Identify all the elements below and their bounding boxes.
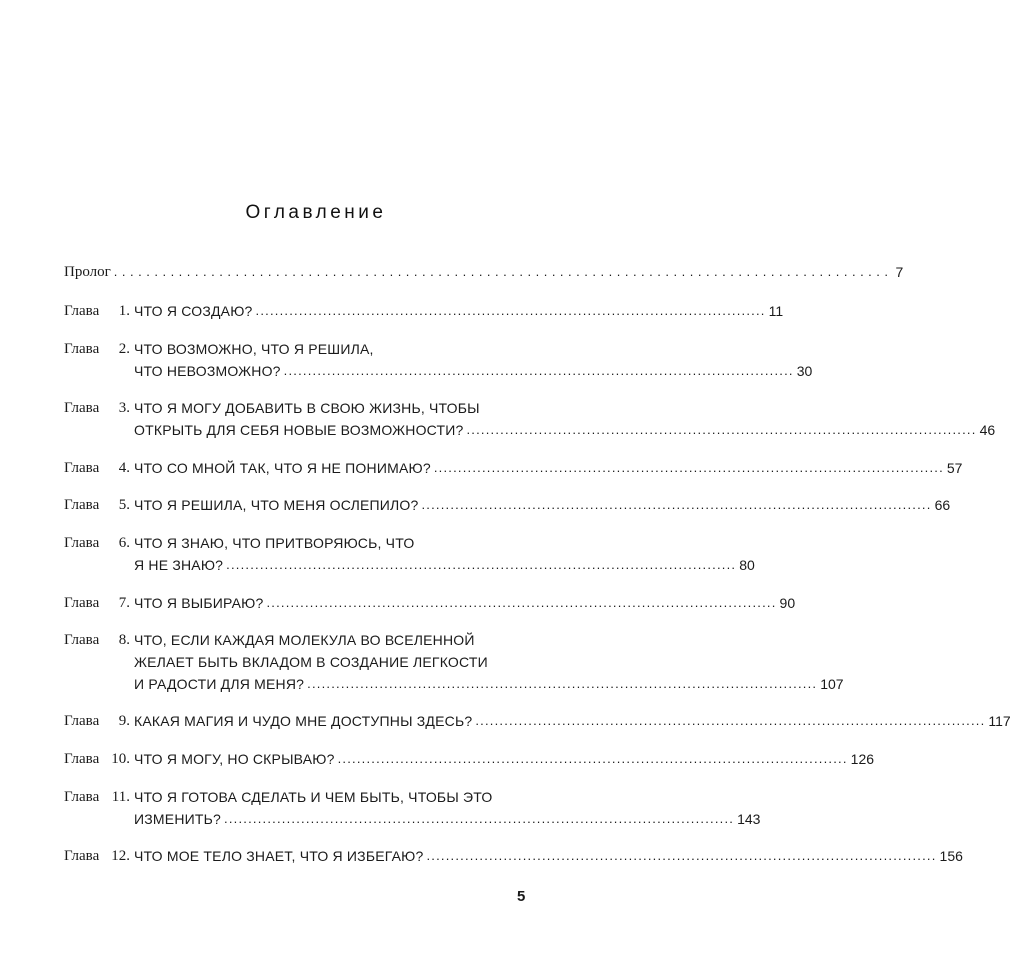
page-ref: 46 [979, 422, 996, 438]
chapter-number: 7. [118, 595, 130, 611]
page-ref: 143 [737, 811, 761, 827]
chapter-word: Глава [64, 535, 100, 551]
chapter-word: Глава [64, 595, 100, 611]
page-ref: 107 [820, 676, 844, 692]
chapter-word: Глава [64, 848, 100, 864]
dot-leader: .......................................................................................................... [255, 303, 766, 318]
chapter-title-cont: Я НЕ ЗНАЮ? [134, 557, 224, 573]
chapter-word: Глава [64, 751, 100, 767]
chapter-word: Глава [64, 789, 100, 805]
chapter-title: ЧТО Я МОГУ ДОБАВИТЬ В СВОЮ ЖИЗНЬ, ЧТОБЫ [134, 400, 480, 416]
chapter-title-cont: ОТКРЫТЬ ДЛЯ СЕБЯ НОВЫЕ ВОЗМОЖНОСТИ? [134, 422, 464, 438]
chapter-title: ЧТО, ЕСЛИ КАЖДАЯ МОЛЕКУЛА ВО ВСЕЛЕННОЙ [134, 632, 475, 648]
dot-leader: .......................................................................................................... [475, 713, 986, 728]
page-ref: 30 [796, 363, 813, 379]
chapter-word: Глава [64, 400, 100, 416]
page-ref: 90 [779, 595, 796, 611]
chapter-number: 12. [111, 848, 130, 864]
chapter-title: ЧТО Я РЕШИЛА, ЧТО МЕНЯ ОСЛЕПИЛО? [134, 497, 419, 513]
chapter-number: 3. [118, 400, 130, 416]
page-number: 5 [517, 888, 526, 905]
dot-leader: .......................................................................................................... [266, 595, 777, 610]
dot-leader: .......................................................................................................... [466, 422, 977, 437]
page-ref: 80 [739, 557, 755, 573]
chapter-title-cont: ИЗМЕНИТЬ? [134, 811, 222, 827]
chapter-title: ЧТО ВОЗМОЖНО, ЧТО Я РЕШИЛА, [134, 341, 374, 357]
chapter-title: ЧТО Я ВЫБИРАЮ? [134, 595, 264, 611]
page-ref: 126 [850, 751, 875, 767]
chapter-word: Глава [64, 341, 100, 357]
chapter-title: ЧТО Я ЗНАЮ, ЧТО ПРИТВОРЯЮСЬ, ЧТО [134, 535, 415, 551]
prolog-label: Пролог [64, 264, 111, 280]
page-ref: 11 [768, 303, 784, 319]
chapter-title-cont: ЖЕЛАЕТ БЫТЬ ВКЛАДОМ В СОЗДАНИЕ ЛЕГКОСТИ [134, 654, 488, 670]
chapter-number: 1. [118, 303, 130, 319]
chapter-title: ЧТО МОЕ ТЕЛО ЗНАЕТ, ЧТО Я ИЗБЕГАЮ? [134, 848, 424, 864]
dot-leader: .......................................................................................................... [226, 557, 737, 572]
page-ref: 7 [895, 264, 904, 280]
chapter-number: 2. [118, 341, 130, 357]
chapter-number: 6. [118, 535, 130, 551]
chapter-number: 10. [111, 751, 130, 767]
chapter-number: 11. [111, 789, 130, 805]
page-title: Оглавление [245, 202, 387, 223]
chapter-title: ЧТО СО МНОЙ ТАК, ЧТО Я НЕ ПОНИМАЮ? [134, 460, 431, 476]
chapter-title: ЧТО Я МОГУ, НО СКРЫВАЮ? [134, 751, 335, 767]
chapter-word: Глава [64, 303, 100, 319]
page-ref: 117 [988, 713, 1011, 729]
dot-leader: .......................................................................................................... [307, 676, 818, 691]
chapter-title-cont: ЧТО НЕВОЗМОЖНО? [134, 363, 281, 379]
chapter-title: ЧТО Я СОЗДАЮ? [134, 303, 253, 319]
chapter-number: 9. [118, 713, 130, 729]
page-ref: 156 [939, 848, 963, 864]
page-ref: 66 [934, 497, 951, 513]
dot-leader: .......................................................................................................... [224, 811, 735, 826]
chapter-word: Глава [64, 632, 100, 648]
dot-leader: .......................................................................................................... [337, 751, 848, 766]
chapter-word: Глава [64, 460, 100, 476]
chapter-word: Глава [64, 497, 100, 513]
chapter-number: 4. [118, 460, 130, 476]
chapter-title: ЧТО Я ГОТОВА СДЕЛАТЬ И ЧЕМ БЫТЬ, ЧТОБЫ ЭТО [134, 789, 493, 805]
chapter-number: 5. [118, 497, 130, 513]
chapter-title: КАКАЯ МАГИЯ И ЧУДО МНЕ ДОСТУПНЫ ЗДЕСЬ? [134, 713, 473, 729]
dot-leader: .......................................................................................................... [421, 497, 932, 512]
chapter-word: Глава [64, 713, 100, 729]
dot-leader: .......................................................................................................... [283, 363, 794, 378]
dot-leader: .......................................................................................................... [433, 460, 944, 475]
dot-leader: .......................................................................................................... [426, 848, 937, 863]
chapter-title-cont: И РАДОСТИ ДЛЯ МЕНЯ? [134, 676, 305, 692]
page-ref: 57 [946, 460, 963, 476]
chapter-number: 8. [118, 632, 130, 648]
dot-leader: ................................................................................................ [113, 264, 893, 279]
